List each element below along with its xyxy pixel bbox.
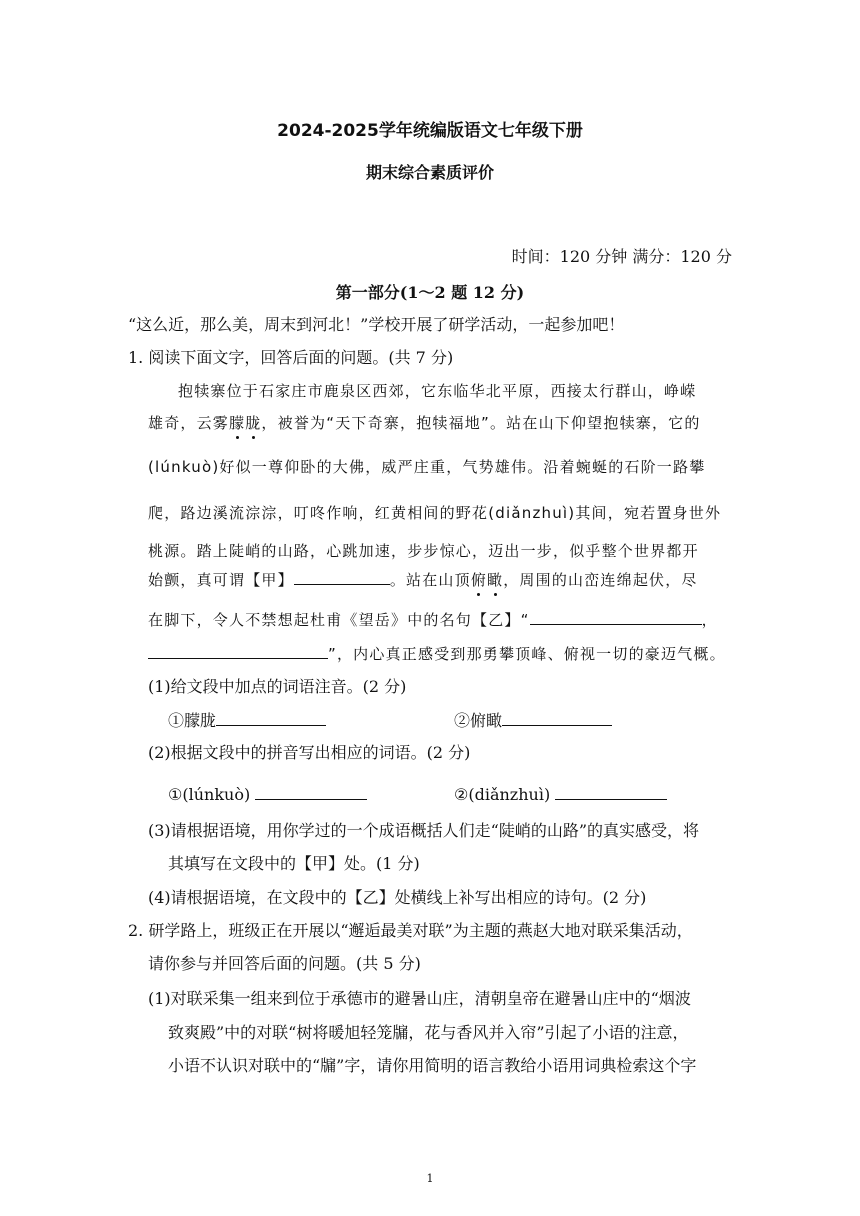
q1-sub2: (2)根据文段中的拼音写出相应的词语。(2 分) [148,743,471,762]
passage-line-1: 抱犊寨位于石家庄市鹿泉区西郊，它东临华北平原，西接太行群山，峥嵘 [178,382,697,400]
passage-line-6 [148,568,698,591]
passage-line-3: (lúnkuò)好似一尊仰卧的大佛，威严庄重，气势雄伟。沿着蜿蜒的石阶一路攀 [148,458,706,476]
item-label: ②(diǎnzhuì) [454,785,551,804]
item-label: ②俯瞰 [454,711,503,730]
q2-stem-line-1: 2. 研学路上，班级正在开展以“邂逅最美对联”为主题的燕赵大地对联采集活动， [128,921,693,940]
answer-blank[interactable] [555,783,667,800]
answer-blank[interactable] [255,783,367,800]
q1-sub3-line-2: 其填写在文段中的【甲】处。(1 分) [168,854,420,873]
q2-sub1-line-1: (1)对联采集一组来到位于承德市的避暑山庄，清朝皇帝在避暑山庄中的“烟波 [148,989,691,1008]
passage-text: 始颤，真可谓【甲】 [148,571,294,589]
q1-sub3-line-1: (3)请根据语境，用你学过的一个成语概括人们走“陡峭的山路”的真实感受，将 [148,821,700,840]
q2-sub1-line-2: 致爽殿”中的对联“树将暖旭轻笼牖，花与香风并入帘”引起了小语的注意， [168,1023,689,1042]
answer-blank-yi-1[interactable] [530,608,702,625]
passage-line-2 [148,412,701,434]
passage-text: 雄奇，云雾 [148,414,230,432]
q1-sub2-item-b [454,783,667,806]
answer-blank[interactable] [216,709,326,726]
item-label: ①(lúnkuò) [168,785,251,804]
answer-blank-jia[interactable] [294,568,390,585]
q2-stem-line-2: 请你参与并回答后面的问题。(共 5 分) [148,954,421,973]
passage-text: ，周围的山峦连绵起伏，尽 [503,571,698,589]
answer-blank-yi-2[interactable] [148,642,328,659]
q1-sub2-item-a [168,783,367,806]
dotted-char: 瞰 [487,571,504,589]
q2-sub1-line-3: 小语不认识对联中的“牖”字，请你用简明的语言教给小语用词典检索这个字 [168,1056,697,1075]
exam-time-info: 时间：120 分钟 满分：120 分 [511,247,732,266]
q1-stem: 1. 阅读下面文字，回答后面的问题。(共 7 分) [128,348,454,367]
dotted-char: 俯 [470,571,488,589]
answer-blank[interactable] [502,709,612,726]
document-subtitle: 期末综合素质评价 [365,163,494,182]
passage-line-8 [148,642,726,665]
passage-text: ，被誉为“天下奇寨，抱犊福地”。站在山下仰望抱犊寨，它的 [261,414,701,432]
passage-line-4: 爬，路边溪流淙淙，叮咚作响，红黄相间的野花(diǎnzhuì)其间，宛若置身世外 [148,504,722,522]
q1-sub4: (4)请根据语境，在文段中的【乙】处横线上补写出相应的诗句。(2 分) [148,888,647,907]
dotted-char: 朦 [229,414,246,432]
passage-text: 在脚下，令人不禁想起杜甫《望岳》中的名句【乙】“ [148,611,530,629]
q1-sub1-item-b [454,709,612,732]
q1-sub1-item-a [168,709,326,732]
item-label: ①朦胧 [168,711,217,730]
q1-sub1: (1)给文段中加点的词语注音。(2 分) [148,677,407,696]
document-title: 2024-2025学年统编版语文七年级下册 [277,121,583,141]
passage-line-5: 桃源。踏上陡峭的山路，心跳加速，步步惊心，迈出一步，似乎整个世界都开 [148,542,699,560]
passage-text: ”，内心真正感受到那勇攀顶峰、俯视一切的豪迈气概。 [328,645,726,663]
dotted-char: 胧 [245,414,262,432]
section-heading: 第一部分(1～2 题 12 分) [335,283,525,302]
section-intro: “这么近，那么美，周末到河北！”学校开展了研学活动，一起参加吧！ [128,315,625,334]
passage-text: 。站在山顶 [389,571,471,589]
page-number: 1 [426,1172,434,1185]
passage-text: ， [701,611,718,629]
passage-line-7 [148,608,718,631]
